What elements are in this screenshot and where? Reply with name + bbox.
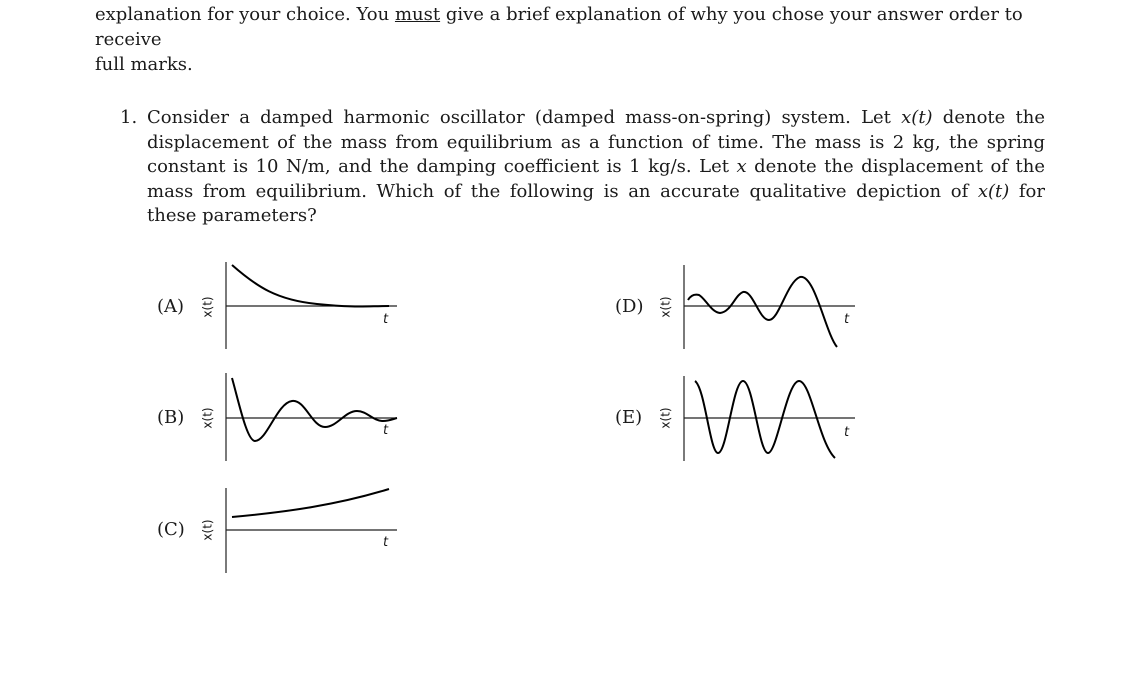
intro-line1-post: give a brief explanation of why you chose your answer order to receive [95,4,1023,50]
question-number: 1. [120,107,138,128]
choice-label: (C) [157,519,185,540]
intro-text [95,2,1095,77]
question-text-b: denote the displacement of the mass from equilibrium as a function of time. The mass is 2 kg, the spring constant is 10 N/m, and the damping coefficient is 1 kg/s. Let [147,107,1045,177]
question-body [147,106,1045,229]
intro-line2: full marks. [95,54,193,75]
plot-a [217,262,457,352]
question-1 [120,106,1045,229]
choice-label: (B) [157,407,185,428]
curve-growing-oscillation [688,277,837,347]
choice-e[interactable] [615,373,850,473]
t-axis-label: t [383,423,389,438]
t-axis-label: t [844,312,850,327]
plot-e [675,373,915,463]
choice-label: (A) [157,296,185,317]
plot-c [217,485,457,575]
choice-b[interactable] [157,373,389,473]
curve-growth [232,489,389,517]
question-var-xt-2: x(t) [977,180,1010,202]
intro-line1-pre: explanation for your choice. You [95,4,395,25]
curve-damped-oscillation [232,378,397,441]
question-text-d: for these parameters? [147,180,1045,226]
question-text-a: Consider a damped harmonic oscillator (damped mass-on-spring) system. Let [147,107,902,128]
plot-b [217,373,457,463]
t-axis-label: t [383,312,389,327]
choice-a[interactable] [157,262,389,362]
choice-d[interactable] [615,262,850,362]
t-axis-label: t [383,535,389,550]
intro-emphasis: must [394,4,441,25]
choice-label: (E) [615,407,643,428]
t-axis-label: t [844,425,850,440]
question-var-xt: x(t) [901,107,933,128]
curve-sustained-oscillation [695,381,835,458]
y-axis-label: x(t) [200,296,215,318]
y-axis-label: x(t) [200,519,215,541]
y-axis-label: x(t) [658,296,673,318]
choice-c[interactable] [157,485,389,585]
question-text-c: denote the displacement of the mass from equilibrium. Which of the following is an accurate qualitative depiction of [147,156,1045,202]
y-axis-label: x(t) [658,407,673,429]
y-axis-label: x(t) [200,407,215,429]
plot-d [675,262,915,352]
curve-decay [232,265,389,307]
question-var-x: x [736,156,747,177]
choice-label: (D) [615,296,644,317]
